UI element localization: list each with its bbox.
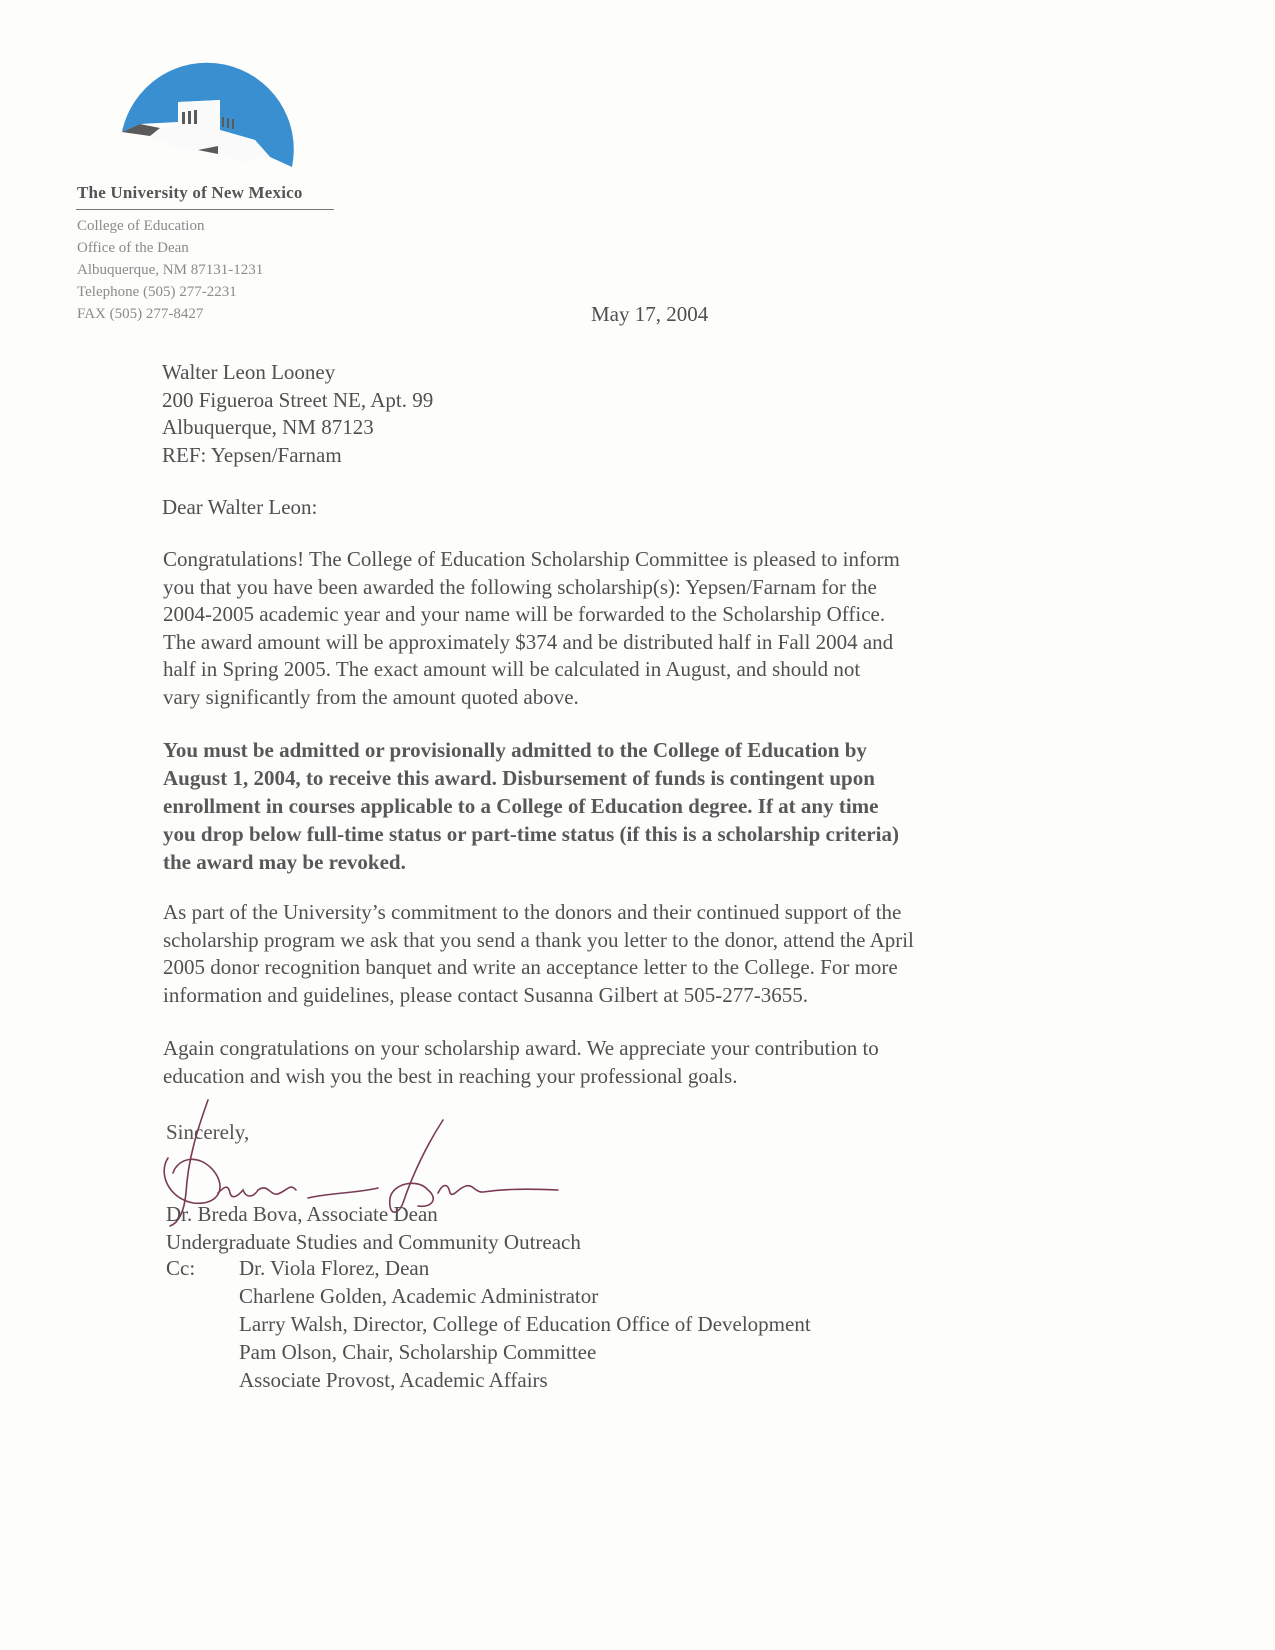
text-line: vary significantly from the amount quoted above. bbox=[163, 684, 579, 709]
text-line: scholarship program we ask that you send a thank you letter to the donor, attend the April bbox=[163, 927, 914, 952]
letter-date: May 17, 2004 bbox=[591, 302, 709, 326]
text-line: Again congratulations on your scholarship award. We appreciate your contribution to bbox=[163, 1036, 879, 1060]
text-line: Congratulations! The College of Education Scholarship Committee is pleased to inform bbox=[163, 547, 900, 571]
text-line: you drop below full-time status or part-time status (if this is a scholarship criteria) bbox=[163, 822, 899, 846]
department-line: Telephone (505) 277-2231 bbox=[77, 284, 237, 300]
text-line: the award may be revoked. bbox=[163, 850, 406, 874]
cc-recipient: Charlene Golden, Academic Administrator bbox=[239, 1284, 599, 1308]
cc-recipient: Associate Provost, Academic Affairs bbox=[239, 1368, 548, 1392]
text-line: information and guidelines, please contact Susanna Gilbert at 505-277-3655. bbox=[163, 982, 809, 1007]
department-line: Office of the Dean bbox=[77, 240, 189, 256]
cc-recipient: Pam Olson, Chair, Scholarship Committee bbox=[239, 1340, 597, 1364]
text-line: As part of the University’s commitment to the donors and their continued support of the bbox=[163, 900, 902, 924]
paragraph-donor-obligations bbox=[163, 899, 1043, 1009]
text-line: August 1, 2004, to receive this award. Disbursement of funds is contingent upon bbox=[163, 766, 875, 790]
salutation: Dear Walter Leon: bbox=[162, 495, 318, 519]
paragraph-award-notice bbox=[163, 546, 1043, 711]
letterhead-divider bbox=[76, 209, 334, 210]
paragraph-closing-remarks bbox=[163, 1035, 1043, 1090]
cc-label: Cc: bbox=[166, 1256, 196, 1280]
university-name: The University of New Mexico bbox=[77, 183, 303, 202]
signer-unit: Undergraduate Studies and Community Outreach bbox=[166, 1230, 581, 1254]
recipient-line: Walter Leon Looney bbox=[162, 360, 336, 384]
recipient-line: Albuquerque, NM 87123 bbox=[162, 415, 374, 439]
text-line: 2005 donor recognition banquet and write an acceptance letter to the College. For more bbox=[163, 955, 898, 979]
signer-name-title: Dr. Breda Bova, Associate Dean bbox=[166, 1202, 438, 1226]
text-line: You must be admitted or provisionally admitted to the College of Education by bbox=[163, 738, 867, 762]
cc-recipient: Larry Walsh, Director, College of Education Office of Development bbox=[239, 1312, 811, 1336]
text-line: The award amount will be approximately $374 and be distributed half in Fall 2004 and bbox=[163, 629, 894, 654]
signer-block bbox=[166, 1200, 581, 1256]
department-address bbox=[77, 215, 263, 325]
department-line: College of Education bbox=[77, 218, 205, 234]
paragraph-eligibility-conditions bbox=[163, 736, 1043, 876]
department-line: Albuquerque, NM 87131-1231 bbox=[77, 262, 264, 278]
unm-logo-icon bbox=[120, 62, 295, 172]
closing: Sincerely, bbox=[166, 1120, 250, 1144]
cc-recipients bbox=[239, 1254, 811, 1394]
cc-recipient: Dr. Viola Florez, Dean bbox=[239, 1256, 430, 1280]
recipient-line: 200 Figueroa Street NE, Apt. 99 bbox=[162, 387, 434, 412]
recipient-address bbox=[162, 359, 433, 469]
recipient-line: REF: Yepsen/Farnam bbox=[162, 442, 342, 467]
text-line: half in Spring 2005. The exact amount will be calculated in August, and should not bbox=[163, 657, 861, 681]
department-line: FAX (505) 277-8427 bbox=[77, 306, 204, 322]
text-line: enrollment in courses applicable to a College of Education degree. If at any time bbox=[163, 794, 879, 818]
text-line: you that you have been awarded the following scholarship(s): Yepsen/Farnam for the bbox=[163, 574, 877, 599]
text-line: education and wish you the best in reaching your professional goals. bbox=[163, 1063, 738, 1088]
text-line: 2004-2005 academic year and your name will be forwarded to the Scholarship Office. bbox=[163, 602, 886, 626]
